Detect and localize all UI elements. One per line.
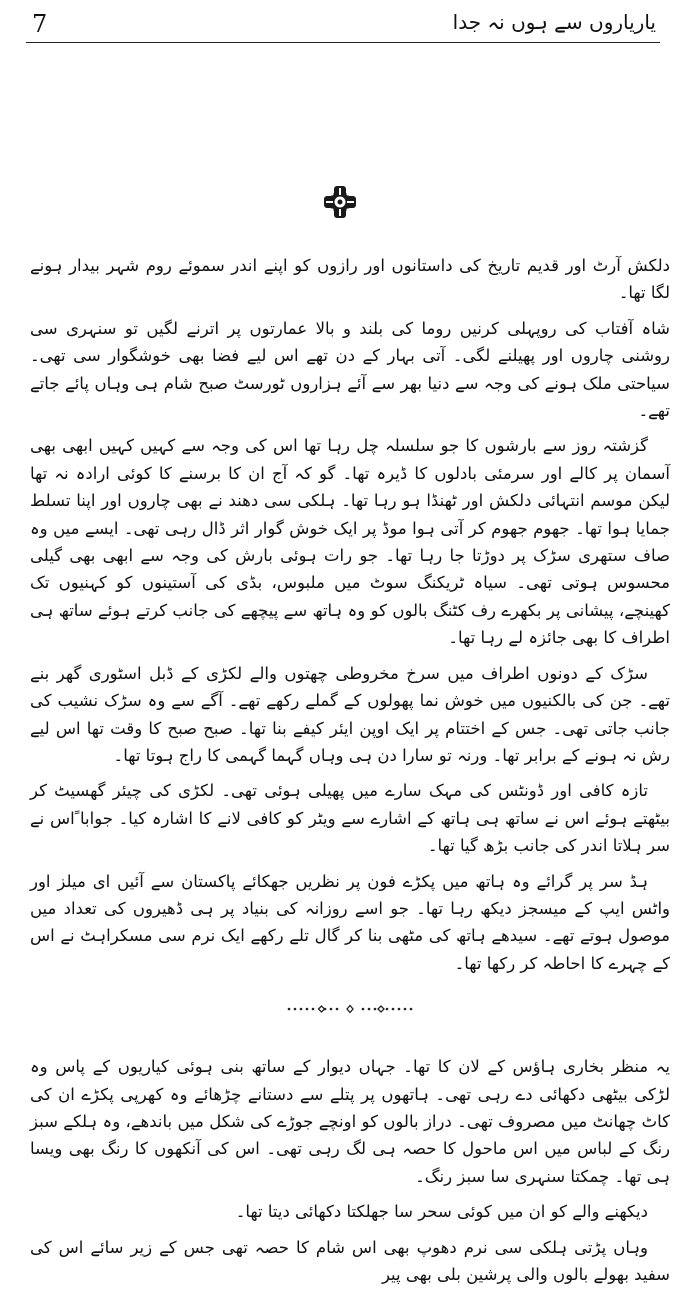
paragraph: دیکھنے والے کو ان میں کوئی سحر سا جھلکتا دکھائی دیتا تھا۔ xyxy=(235,1202,648,1222)
section-separator xyxy=(30,991,670,1027)
page-number: 7 xyxy=(32,10,48,38)
paragraph: گزشتہ روز سے بارشوں کا جو سلسلہ چل رہا تھا اس کی وجہ سے کہیں کہیں ابھی بھی آسمان پر کالے اور سرمئی بادلوں کا ڈیرہ تھا۔ گو کہ آج ان کا برسنے کا کوئی ارادہ نہ تھا لیکن موسم انتہائی دلکش اور ٹھنڈا ہو رہا تھا۔ ہلکی سی دھند نے بھی چاروں اور اپنا تسلط جمایا ہوا تھا۔ جھوم جھوم کر آتی ہوا موڈ پر ایک خوش گوار اثر ڈال رہی تھی۔ ایسے میں وہ صاف ستھری سڑک پر دوڑتا جا رہا تھا۔ جو رات ہوئی بارش کی وجہ سے ابھی بھی گیلی محسوس ہوتی تھی۔ سیاہ ٹریکنگ سوٹ میں ملبوس، بڈی کی آستینوں کو کہنیوں تک کھینچے، پیشانی پر بکھرے رف کٹنگ بالوں کو وہ ہاتھ سے پیچھے کی جانب کرتے ہوئے ساتھ ہی اطراف کا بھی جائزہ لے رہا تھا۔ xyxy=(30,436,670,648)
page-header xyxy=(26,8,660,43)
ornament-icon xyxy=(322,184,358,220)
body-text xyxy=(30,252,670,1296)
book-title: یاریاروں سے ہوں نہ جدا xyxy=(452,10,656,34)
paragraph: شاہ آفتاب کی روپہلی کرنیں روما کی بلند و بالا عمارتوں پر اترنے لگیں تو سنہری سی روشنی چاروں اور پھیلنے لگی۔ آتی بہار کے دن تھے اس لیے فضا بھی خوشگوار سی تھی۔ سیاحتی ملک ہونے کی وجہ سے دنیا بھر سے آئے ہزاروں ٹورسٹ صبح شام ہی وہاں پائے جاتے تھے۔ xyxy=(30,318,670,421)
paragraph: دلکش آرٹ اور قدیم تاریخ کی داستانوں اور رازوں کو اپنے اندر سموئے روم شہر بیدار ہونے لگا تھا۔ xyxy=(30,256,670,303)
paragraph: تازہ کافی اور ڈونٹس کی مہک سارے میں پھیلی ہوئی تھی۔ لکڑی کی چیئر گھسیٹ کر بیٹھتے ہوئے اس نے ساتھ ہی ہاتھ کے اشارے سے ویٹر کو کافی لانے کا اشارہ کیا۔ جوابا ًاس نے سر ہلاتا اندر کی جانب بڑھ گیا تھا۔ xyxy=(30,781,670,856)
paragraph: سڑک کے دونوں اطراف میں سرخ مخروطی چھتوں والے لکڑی کے ڈبل اسٹوری گھر بنے تھے۔ جن کی بالکنیوں میں خوش نما پھولوں کے گملے رکھے تھے۔ آگے سے وہ سڑک نشیب کی جانب جاتی تھی۔ جس کے اختتام پر ایک اوپن ایئر کیفے بنا تھا۔ صبح صبح کا وقت تھا اس لیے رش نہ ہونے کے برابر تھا۔ ورنہ تو سارا دن ہی وہاں گہما گہمی کا راج ہوتا تھا۔ xyxy=(30,663,670,765)
paragraph: وہاں پڑتی ہلکی سی نرم دھوپ بھی اس شام کا حصہ تھی جس کے زیر سائے اس کی سفید بھولے بالوں والی پرشین بلی بھی پیر xyxy=(30,1237,670,1284)
paragraph: ہڈ سر پر گرائے وہ ہاتھ میں پکڑے فون پر نظریں جھکائے پاکستان سے آئیں ای میلز اور واٹس ایپ کے میسجز دیکھ رہا تھا۔ جو اسے روزانہ کی بنیاد پر ہی ڈھیروں کی تعداد میں موصول ہوتے تھے۔ سیدھے ہاتھ کی مٹھی بنا کر گال تلے رکھے ایک نرم سی مسکراہٹ نے اس کے چہرے کا احاطہ کر رکھا تھا۔ xyxy=(30,871,670,973)
separator-dots-icon xyxy=(285,1003,415,1015)
paragraph: یہ منظر بخاری ہاؤس کے لان کا تھا۔ جہاں دیوار کے ساتھ بنی ہوئی کیاریوں کے پاس وہ لڑکی بیٹھی دکھائی دے رہی تھی۔ ہاتھوں پر پتلے سے دستانے چڑھائے وہ کھرپی پکڑے ان کی کاٹ چھانٹ میں مصروف تھی۔ دراز بالوں کو اونچے جوڑے کی شکل میں باندھے، وہ ہلکے سبز رنگ کے لباس میں اس ماحول کا حصہ ہی لگ رہی تھی۔ اس کی آنکھوں کا رنگ بھی ویسا ہی تھا۔ چمکتا سنہری سا سبز رنگ۔ xyxy=(30,1057,670,1186)
